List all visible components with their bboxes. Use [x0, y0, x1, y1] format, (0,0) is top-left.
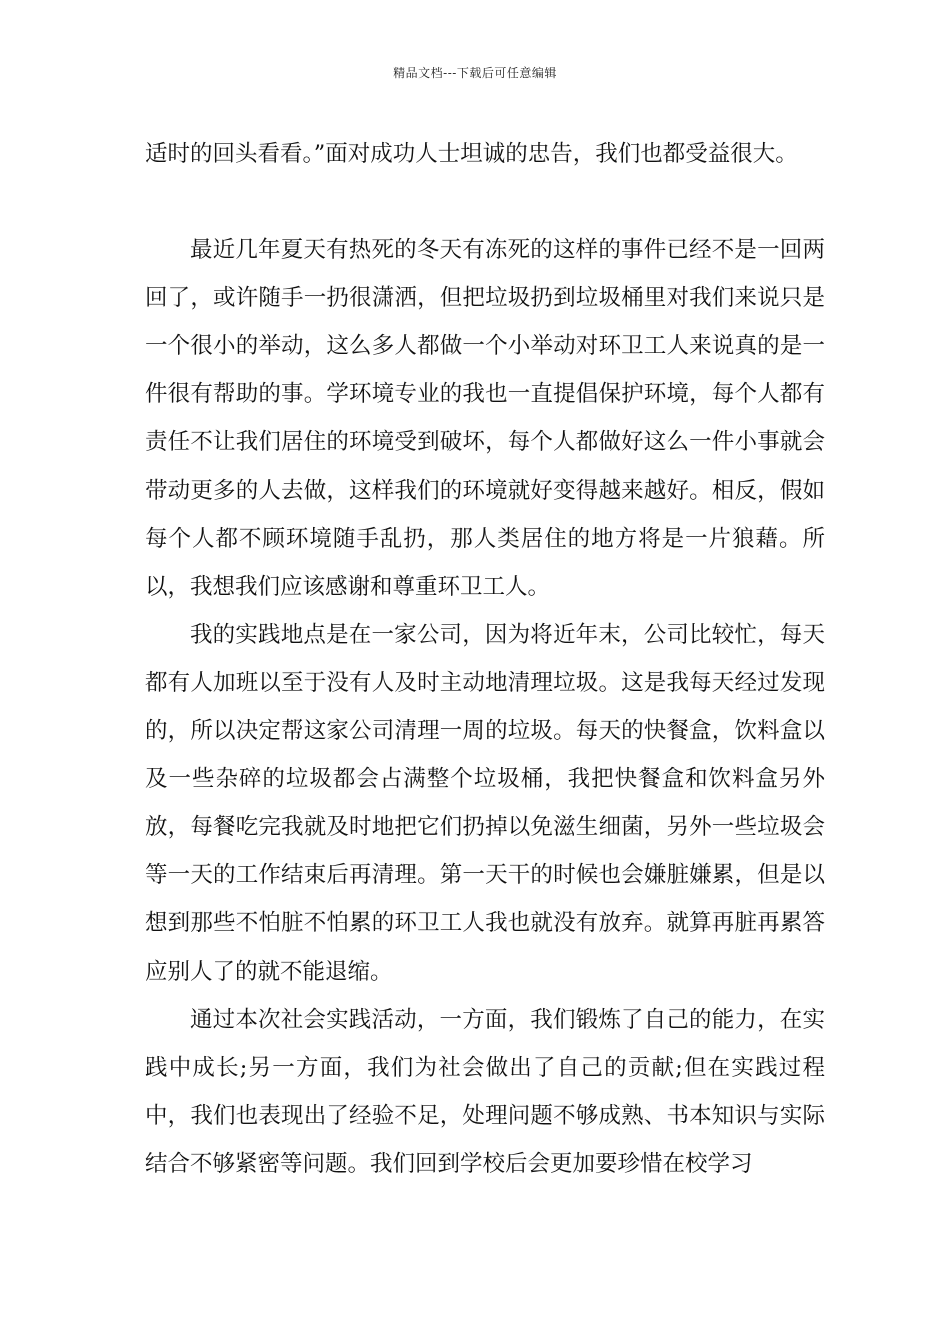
- paragraph-environment: 最近几年夏天有热死的冬天有冻死的这样的事件已经不是一回两回了，或许随手一扔很潇洒，但把垃圾扔到垃圾桶里对我们来说只是一个很小的举动，这么多人都做一个小举动对环卫工人来说真的是一件很有帮助的事。学环境专业的我也一直提倡保护环境，每个人都有责任不让我们居住的环境受到破坏，每个人都做好这么一件小事就会带动更多的人去做，这样我们的环境就好变得越来越好。相反，假如每个人都不顾环境随手乱扔，那人类居住的地方将是一片狼藉。所以，我想我们应该感谢和尊重环卫工人。: [145, 237, 825, 600]
- paragraph-summary: 通过本次社会实践活动，一方面，我们锻炼了自己的能力，在实践中成长;另一方面，我们为社会做出了自己的贡献;但在实践过程中，我们也表现出了经验不足，处理问题不够成熟、书本知识与实际结合不够紧密等问题。我们回到学校后会更加要珍惜在校学习: [145, 1006, 825, 1177]
- document-body: [145, 130, 825, 1188]
- paragraph-practice-location: 我的实践地点是在一家公司，因为将近年末，公司比较忙，每天都有人加班以至于没有人及时主动地清理垃圾。这是我每天经过发现的，所以决定帮这家公司清理一周的垃圾。每天的快餐盒，饮料盒以及一些杂碎的垃圾都会占满整个垃圾桶，我把快餐盒和饮料盒另外放，每餐吃完我就及时地把它们扔掉以免滋生细菌，另外一些垃圾会等一天的工作结束后再清理。第一天干的时候也会嫌脏嫌累，但是以想到那些不怕脏不怕累的环卫工人我也就没有放弃。就算再脏再累答应别人了的就不能退缩。: [145, 621, 825, 985]
- page-header: 精品文档---下载后可任意编辑: [393, 66, 557, 80]
- paragraph-continuation: 适时的回头看看。”面对成功人士坦诚的忠告，我们也都受益很大。: [145, 141, 798, 167]
- paragraph-spacer: [145, 178, 825, 226]
